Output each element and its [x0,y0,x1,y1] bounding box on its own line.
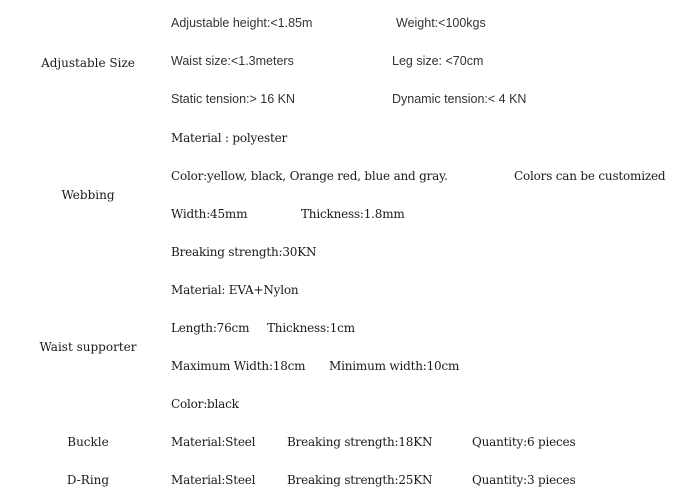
adjustable-height: Adjustable height:<1.85m [171,16,313,30]
webbing-material: Material : polyester [171,131,288,145]
webbing-width: Width:45mm [171,207,248,221]
d-ring-breaking-strength: Breaking strength:25KN [287,473,433,487]
section-label-buckle: Buckle [67,435,109,449]
static-tension: Static tension:> 16 KN [171,92,296,106]
d-ring-quantity: Quantity:3 pieces [472,473,576,487]
waist-supporter-color: Color:black [171,397,239,411]
dynamic-tension: Dynamic tension:< 4 KN [392,92,527,106]
section-label-webbing: Webbing [61,188,115,202]
waist-supporter-max-width: Maximum Width:18cm [171,359,306,373]
waist-supporter-material: Material: EVA+Nylon [171,283,299,297]
leg-size: Leg size: <70cm [392,54,484,68]
webbing-color-note: Colors can be customized [514,169,666,183]
max-weight: Weight:<100kgs [396,16,486,30]
buckle-material: Material:Steel [171,435,256,449]
waist-size: Waist size:<1.3meters [171,54,294,68]
webbing-thickness: Thickness:1.8mm [301,207,405,221]
webbing-color: Color:yellow, black, Orange red, blue and gray. [171,169,448,183]
waist-supporter-min-width: Minimum width:10cm [329,359,460,373]
section-label-adjustable-size: Adjustable Size [41,56,135,70]
waist-supporter-thickness: Thickness:1cm [267,321,355,335]
section-label-waist-supporter: Waist supporter [39,340,137,354]
webbing-breaking-strength: Breaking strength:30KN [171,245,317,259]
buckle-quantity: Quantity:6 pieces [472,435,576,449]
waist-supporter-length: Length:76cm [171,321,250,335]
buckle-breaking-strength: Breaking strength:18KN [287,435,433,449]
d-ring-material: Material:Steel [171,473,256,487]
section-label-d-ring: D-Ring [66,473,110,487]
